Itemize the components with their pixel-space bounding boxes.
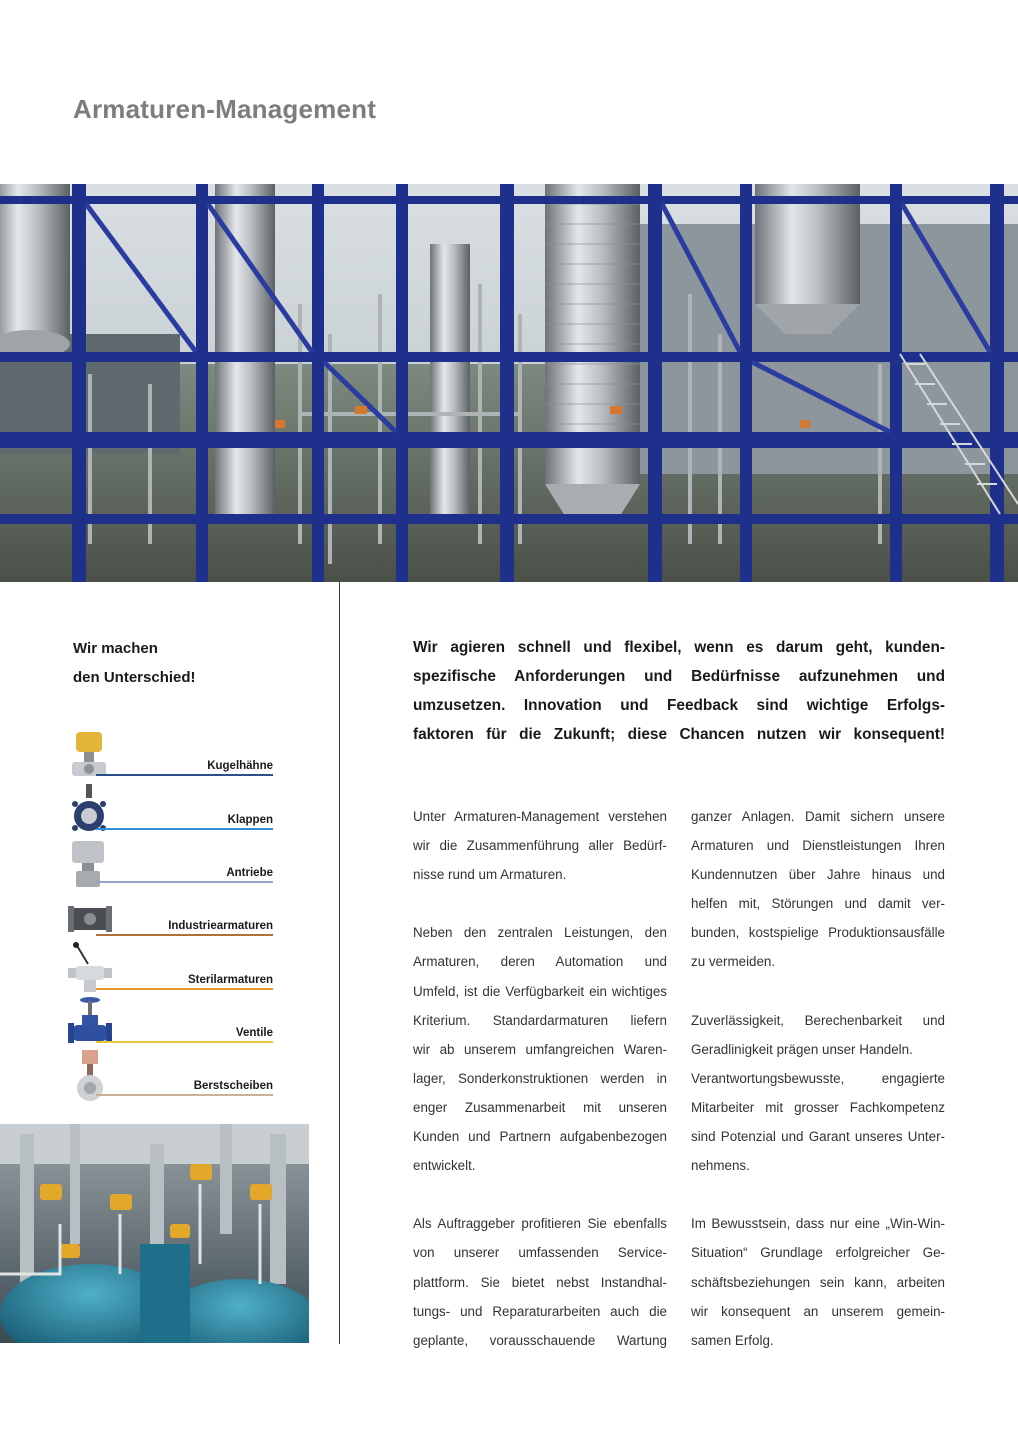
product-label: Sterilarmaturen	[187, 974, 273, 986]
product-item-klappen[interactable]	[68, 782, 273, 838]
product-line	[96, 1094, 273, 1096]
product-line	[96, 988, 273, 990]
slogan-line: Wir machen	[73, 640, 158, 657]
slogan-line: den Unterschied!	[73, 669, 196, 686]
text-line: wir konsequent an unserem gemein-	[691, 1303, 945, 1319]
reactor-plant-photo	[0, 1124, 309, 1343]
paragraph	[691, 1209, 945, 1354]
product-item-sterilarmaturen[interactable]	[68, 942, 273, 998]
text-line: sind Potenzial und Garant unseres Unter-	[691, 1129, 945, 1145]
text-line: ganzer Anlagen. Damit sichern unsere	[691, 809, 945, 824]
product-label: Ventile	[235, 1027, 273, 1039]
text-line: Verantwortungsbewusste, engagierte	[691, 1070, 945, 1086]
lead-line: Wir agieren schnell und flexibel, wenn es darum geht, kunden-	[413, 639, 945, 656]
text-line: Kundennutzen über Jahre hinaus und	[691, 867, 945, 883]
text-line: Kunden und Partnern aufgabenbezogen	[413, 1129, 667, 1145]
text-line: lager, Sonderkonstruktionen werden in	[413, 1070, 667, 1086]
paragraph	[691, 802, 945, 977]
product-line	[96, 881, 273, 883]
page-title: Armaturen-Management	[73, 94, 377, 124]
product-item-antriebe[interactable]	[68, 835, 273, 891]
paragraph	[413, 802, 667, 889]
lead-line: umzusetzen. Innovation und Feedback sind wichtige Erfolgs-	[413, 697, 945, 714]
text-line: wir ab unserem umfangreichen Waren-	[413, 1041, 667, 1057]
product-label: Klappen	[227, 814, 273, 826]
paragraph	[413, 918, 667, 1180]
text-line: samen Erfolg.	[691, 1332, 774, 1348]
product-line	[96, 1041, 273, 1043]
text-line: Als Auftraggeber profitieren Sie ebenfalls	[413, 1216, 667, 1232]
product-line	[96, 828, 273, 830]
text-line: entwickelt.	[413, 1158, 476, 1174]
product-list	[0, 720, 340, 1110]
paragraph	[413, 1209, 667, 1354]
text-line: bunden, kostspielige Produktionsausfälle	[691, 925, 945, 941]
text-line: Geradlinigkeit prägen unser Handeln.	[691, 1041, 913, 1057]
product-line	[96, 774, 273, 776]
lead-paragraph	[413, 633, 945, 749]
hero-plant-photo	[0, 184, 1018, 582]
text-line: Kriterium. Standardarmaturen liefern	[413, 1012, 667, 1028]
product-label: Kugelhähne	[207, 760, 273, 772]
text-line: von unserer umfassenden Service-	[413, 1245, 667, 1261]
text-line: Im Bewusstsein, dass nur eine „Win-Win-	[691, 1216, 945, 1232]
product-label: Industriearmaturen	[168, 920, 273, 932]
product-item-ventile[interactable]	[68, 995, 273, 1051]
text-line: nehmens.	[691, 1158, 750, 1174]
product-line	[96, 934, 273, 936]
text-line: nisse rund um Armaturen.	[413, 867, 567, 883]
text-line: helfen mit, Störungen und damit ver-	[691, 896, 945, 912]
text-line: tungs- und Reparaturarbeiten auch die	[413, 1303, 667, 1319]
lead-line: faktoren für die Zukunft; diese Chancen nutzen wir konsequent!	[413, 726, 945, 743]
slogan	[73, 634, 313, 692]
text-column-right	[691, 802, 945, 1384]
product-label: Antriebe	[226, 867, 273, 879]
paragraph	[691, 1006, 945, 1181]
text-line: zu vermeiden.	[691, 954, 776, 970]
text-line: Neben den zentralen Leistungen, den	[413, 925, 667, 941]
text-line: Armaturen, deren Automation und	[413, 954, 667, 970]
text-line: Armaturen und Dienstleistungen Ihren	[691, 838, 945, 854]
product-item-industriearmaturen[interactable]	[68, 888, 273, 944]
text-line: wir die Zusammenführung aller Bedürf-	[413, 838, 667, 854]
text-line: Unter Armaturen-Management verstehen	[413, 809, 667, 824]
product-item-kugelhaehne[interactable]	[68, 728, 273, 784]
text-line: enger Zusammenarbeit mit unseren	[413, 1099, 667, 1115]
product-item-berstscheiben[interactable]	[68, 1048, 273, 1104]
text-line: schäftsbeziehungen sein kann, arbeiten	[691, 1274, 945, 1290]
text-line: plattform. Sie bietet nebst Instandhal-	[413, 1274, 667, 1290]
text-line: Zuverlässigkeit, Berechenbarkeit und	[691, 1012, 945, 1028]
text-line: geplante, vorausschauende Wartung	[413, 1332, 667, 1348]
lead-line: spezifische Anforderungen und Bedürfnisse aufzunehmen und	[413, 668, 945, 685]
text-line: Umfeld, ist die Verfügbarkeit ein wichtiges	[413, 983, 667, 999]
text-line: Mitarbeiter mit grosser Fachkompetenz	[691, 1099, 945, 1115]
text-line: Situation“ Grundlage erfolgreicher Ge-	[691, 1245, 945, 1261]
product-label: Berstscheiben	[193, 1080, 273, 1092]
text-column-left	[413, 802, 667, 1384]
